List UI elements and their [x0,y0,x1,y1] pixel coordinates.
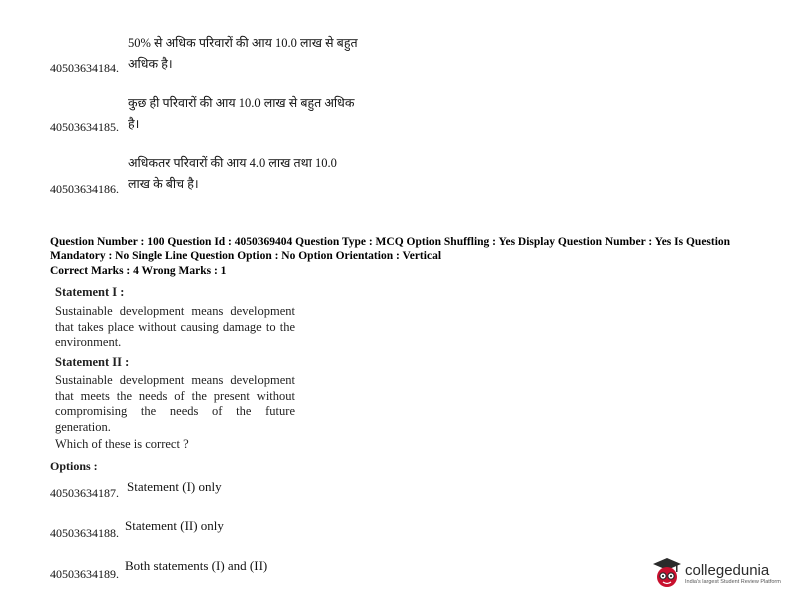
question-meta: Question Number : 100 Question Id : 4050369404 Question Type : MCQ Option Shuffling : Yes Display Question Number : Yes Is Question Mandatory : No Single Line Question Option : No Option Orientation : Vertical [50,236,731,262]
options-label: Options : [50,459,98,473]
statement-2-heading: Statement II : [55,355,130,369]
question-marks: Correct Marks : 4 Wrong Marks : 1 [50,265,227,277]
question-prompt: Which of these is correct ? [55,437,189,451]
option-id-189: 40503634189. [50,567,119,581]
collegedunia-logo [652,556,781,590]
option-text-2: Statement (II) only [125,518,224,533]
option-id-188: 40503634188. [50,526,119,540]
option-id-2: 40503634185. [50,120,119,134]
option-id-3: 40503634186. [50,182,119,196]
brand-tagline: India's largest Student Review Platform [685,578,781,585]
option-text-hindi-1: 50% से अधिक परिवारों की आय 10.0 लाख से बहुत अधिक है। [128,36,358,71]
option-id-1: 40503634184. [50,61,119,75]
option-text-hindi-2: कुछ ही परिवारों की आय 10.0 लाख से बहुत अधिक है। [128,96,355,131]
mascot-icon [652,556,682,590]
statement-1-heading: Statement I : [55,285,125,299]
option-text-3: Both statements (I) and (II) [125,558,268,573]
statement-2-text: Sustainable development means development that meets the needs of the present without compromising the needs of the future generation. [55,373,295,434]
statement-1-text: Sustainable development means development that takes place without causing damage to the environment. [55,304,295,349]
option-text-hindi-3: अधिकतर परिवारों की आय 4.0 लाख तथा 10.0 लाख के बीच है। [128,156,337,191]
brand-name: collegedunia [685,561,770,579]
option-text-1: Statement (I) only [127,479,222,494]
option-id-187: 40503634187. [50,486,119,500]
